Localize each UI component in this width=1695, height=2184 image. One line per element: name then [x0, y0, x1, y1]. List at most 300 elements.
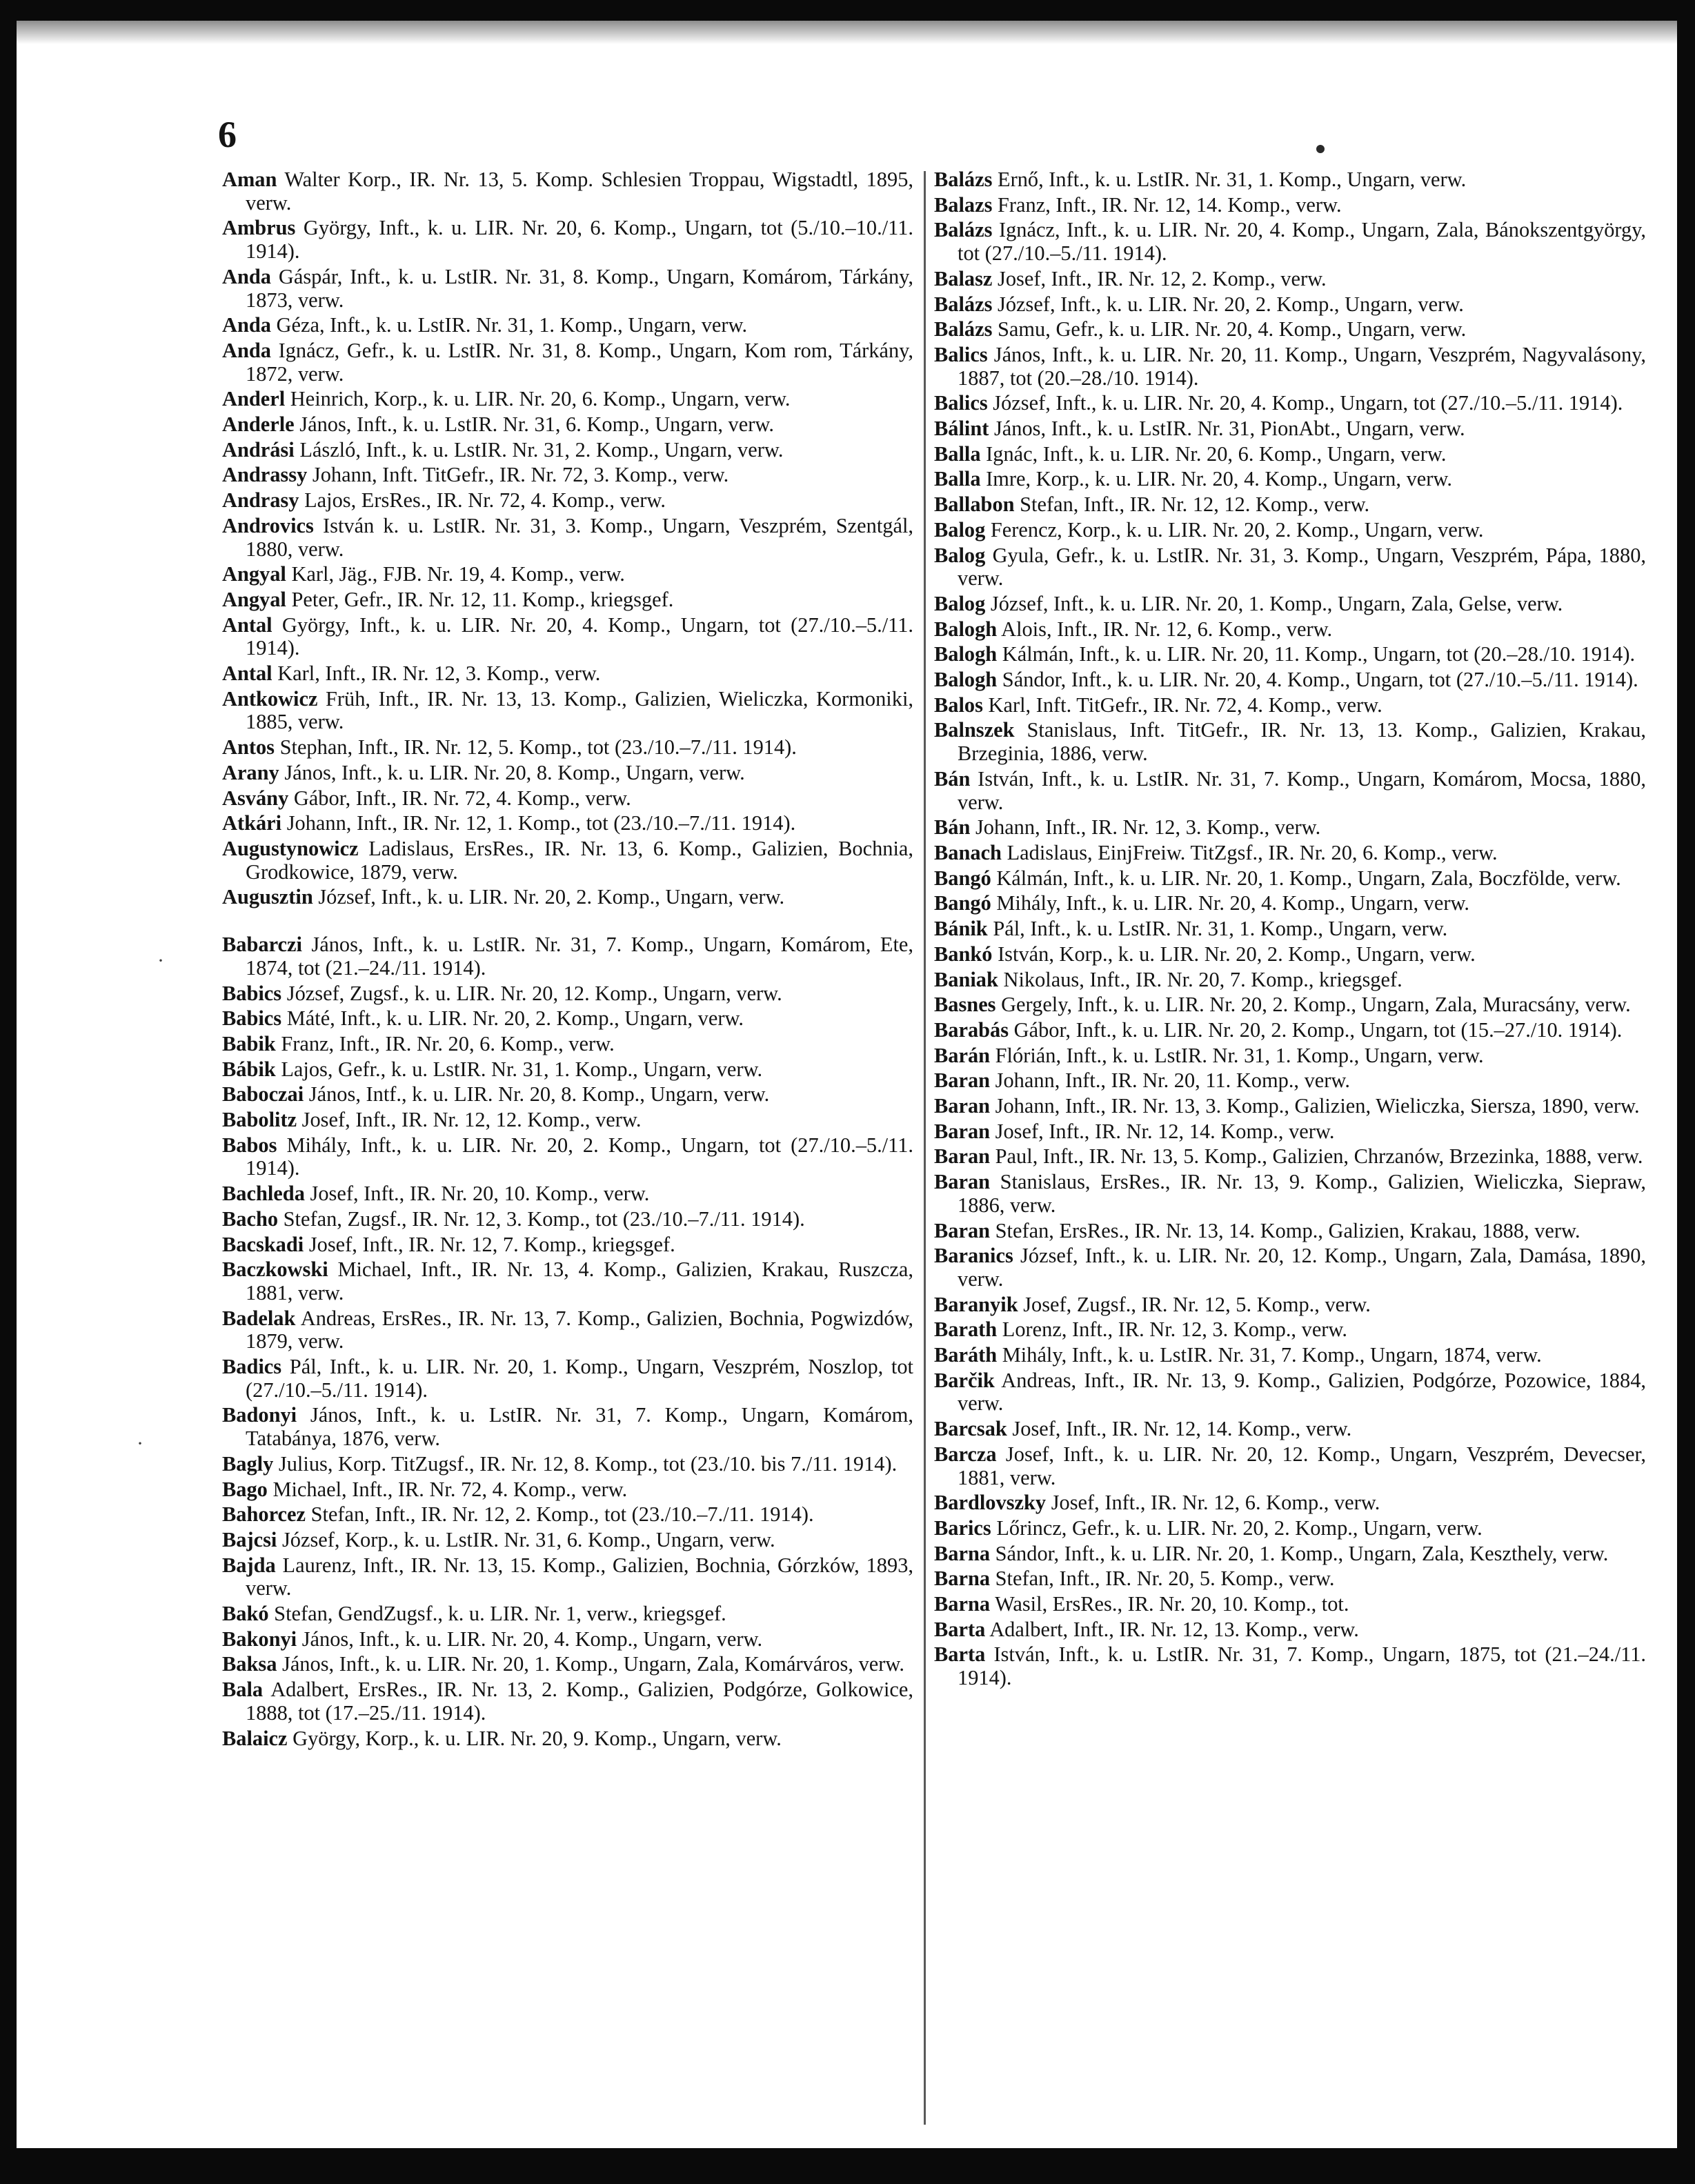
entry-surname: Balla [934, 467, 981, 491]
entry-surname: Andrassy [222, 463, 308, 487]
entry-surname: Anda [222, 313, 271, 337]
casualty-entry [222, 1503, 913, 1527]
casualty-entry [934, 344, 1646, 390]
letter-section-gap [222, 911, 913, 933]
entry-details: Stephan, Inft., IR. Nr. 12, 5. Komp., tot (23./10.–7./11. 1914). [275, 735, 797, 760]
entry-details: Johann, Inft., IR. Nr. 12, 3. Komp., verw. [970, 815, 1321, 840]
casualty-entry [934, 443, 1646, 466]
entry-surname: Anderl [222, 387, 286, 411]
entry-details: Michael, Inft., IR. Nr. 72, 4. Komp., verw. [267, 1477, 628, 1501]
casualty-entry [934, 1244, 1646, 1291]
casualty-entry [934, 519, 1646, 542]
casualty-entry [222, 439, 913, 462]
casualty-entry [934, 168, 1646, 192]
casualty-entry [222, 515, 913, 561]
entry-details: Josef, Inft., IR. Nr. 12, 12. Komp., verw. [297, 1108, 642, 1132]
entry-surname: Baczkowski [222, 1258, 328, 1282]
casualty-entry [222, 736, 913, 760]
entry-details: Imre, Korp., k. u. LIR. Nr. 20, 4. Komp., Ungarn, verw. [980, 467, 1452, 491]
casualty-entry [934, 194, 1646, 217]
entry-surname: Balog [934, 517, 986, 542]
casualty-entry [934, 417, 1646, 441]
entry-surname: Barán [934, 1043, 991, 1067]
casualty-entry [934, 1145, 1646, 1169]
entry-details: István, Inft., k. u. LstIR. Nr. 31, 7. Komp., Ungarn, 1875, tot (21.–24./11. 1914). [958, 1642, 1646, 1690]
casualty-entry [222, 1033, 913, 1056]
entry-details: Máté, Inft., k. u. LIR. Nr. 20, 2. Komp., Ungarn, verw. [281, 1006, 744, 1031]
casualty-entry [222, 266, 913, 312]
entry-details: Franz, Inft., IR. Nr. 20, 6. Komp., verw. [275, 1031, 615, 1055]
entry-details: Stefan, GendZugsf., k. u. LIR. Nr. 1, verw., kriegsgef. [268, 1602, 726, 1626]
casualty-entry [934, 593, 1646, 616]
casualty-entry [934, 468, 1646, 491]
casualty-entry [934, 268, 1646, 291]
entry-details: Julius, Korp. TitZugsf., IR. Nr. 12, 8. Komp., tot (23./10. bis 7./11. 1914). [273, 1451, 898, 1476]
page-number: 6 [218, 114, 237, 155]
casualty-entry [222, 1208, 913, 1231]
casualty-entry [222, 886, 913, 909]
entry-surname: Bago [222, 1477, 268, 1501]
entry-surname: Anda [222, 264, 271, 288]
entry-surname: Bardlovszky [934, 1491, 1047, 1515]
entry-details: János, Inft., k. u. LstIR. Nr. 31, 6. Komp., Ungarn, verw. [294, 413, 774, 437]
entry-surname: Antos [222, 735, 275, 760]
casualty-entry [222, 787, 913, 811]
entry-surname: Anderle [222, 413, 295, 437]
casualty-entry [934, 1293, 1646, 1317]
casualty-entry [934, 917, 1646, 941]
entry-surname: Ambrus [222, 216, 296, 240]
entry-surname: Barna [934, 1541, 991, 1565]
casualty-entry [934, 544, 1646, 590]
entry-surname: Balog [934, 591, 986, 615]
casualty-entry [222, 982, 913, 1006]
entry-details: Peter, Gefr., IR. Nr. 12, 11. Komp., kriegsgef. [286, 587, 674, 611]
entry-surname: Baranics [934, 1244, 1013, 1268]
entry-details: Mihály, Inft., k. u. LIR. Nr. 20, 2. Komp., Ungarn, tot (27./10.–5./11. 1914). [246, 1133, 913, 1180]
casualty-entry [222, 837, 913, 884]
entry-surname: Antkowicz [222, 686, 318, 711]
scan-border-right [1677, 0, 1695, 2184]
entry-surname: Balogh [934, 642, 998, 666]
casualty-entry [934, 842, 1646, 865]
entry-details: Samu, Gefr., k. u. LIR. Nr. 20, 4. Komp., Ungarn, verw. [992, 317, 1467, 341]
entry-details: Kálmán, Inft., k. u. LIR. Nr. 20, 1. Komp., Ungarn, Zala, Boczfölde, verw. [991, 866, 1621, 890]
left-column [222, 168, 913, 1752]
entry-surname: Balos [934, 693, 983, 717]
entry-details: Pál, Inft., k. u. LIR. Nr. 20, 1. Komp., Ungarn, Veszprém, Noszlop, tot (27./10.–5./11. 1914). [246, 1355, 913, 1402]
casualty-entry [934, 1593, 1646, 1616]
entry-details: János, Inft., k. u. LIR. Nr. 20, 4. Komp., Ungarn, verw. [297, 1627, 763, 1651]
entry-surname: Barath [934, 1318, 998, 1342]
casualty-entry [934, 943, 1646, 966]
casualty-entry [222, 1233, 913, 1257]
casualty-entry [222, 1628, 913, 1651]
entry-surname: Bábik [222, 1057, 276, 1081]
casualty-entry [934, 493, 1646, 517]
scan-border-bottom [0, 2148, 1695, 2184]
casualty-entry [934, 1318, 1646, 1342]
entry-surname: Aman [222, 168, 277, 191]
entry-details: Kálmán, Inft., k. u. LIR. Nr. 20, 11. Komp., Ungarn, tot (20.–28./10. 1914). [997, 642, 1636, 666]
entry-surname: Baniak [934, 967, 998, 991]
entry-details: Gyula, Gefr., k. u. LstIR. Nr. 31, 3. Komp., Ungarn, Veszprém, Pápa, 1880, verw. [958, 543, 1646, 590]
entry-surname: Balog [934, 543, 986, 567]
entry-surname: Barcza [934, 1442, 997, 1466]
entry-surname: Babolitz [222, 1108, 297, 1132]
casualty-entry [934, 1643, 1646, 1689]
entry-surname: Badelak [222, 1306, 296, 1330]
casualty-entry [934, 969, 1646, 992]
entry-surname: Androvics [222, 513, 314, 537]
entry-surname: Bán [934, 815, 971, 840]
entry-surname: Arany [222, 760, 279, 784]
entry-details: Alois, Inft., IR. Nr. 12, 6. Komp., verw. [997, 617, 1333, 641]
entry-details: Stanislaus, Inft. TitGefr., IR. Nr. 13, 13. Komp., Galizien, Krakau, Brzeginia, 1886, verw. [958, 718, 1646, 766]
entry-details: Karl, Jäg., FJB. Nr. 19, 4. Komp., verw. [286, 562, 625, 586]
entry-surname: Badics [222, 1355, 282, 1379]
entry-surname: Banach [934, 840, 1002, 864]
entry-details: János, Intf., k. u. LIR. Nr. 20, 8. Komp., Ungarn, verw. [304, 1082, 770, 1106]
casualty-entry [934, 1567, 1646, 1591]
entry-surname: Baksa [222, 1652, 277, 1676]
entry-surname: Bán [934, 766, 971, 791]
entry-details: Franz, Inft., IR. Nr. 12, 14. Komp., verw. [992, 192, 1342, 217]
entry-details: Michael, Inft., IR. Nr. 13, 4. Komp., Galizien, Krakau, Ruszcza, 1881, verw. [246, 1258, 913, 1304]
casualty-entry [222, 1529, 913, 1552]
entry-details: János, Inft., k. u. LstIR. Nr. 31, 7. Komp., Ungarn, Komárom, Ete, 1874, tot (21.–24./11. 1914). [246, 933, 913, 980]
entry-details: Karl, Inft. TitGefr., IR. Nr. 72, 4. Komp., verw. [982, 693, 1382, 717]
casualty-entry [222, 1058, 913, 1082]
entry-surname: Augustynowicz [222, 836, 359, 860]
entry-details: János, Inft., k. u. LIR. Nr. 20, 8. Komp., Ungarn, verw. [279, 760, 745, 784]
entry-details: Josef, Inft., k. u. LIR. Nr. 20, 12. Komp., Ungarn, Veszprém, Devecser, 1881, verw. [958, 1442, 1646, 1489]
entry-surname: Balics [934, 391, 988, 415]
entry-details: Gábor, Inft., IR. Nr. 72, 4. Komp., verw. [288, 786, 631, 810]
entry-surname: Barna [934, 1592, 991, 1616]
casualty-entry [222, 1678, 913, 1725]
casualty-entry [222, 688, 913, 734]
entry-surname: Asvány [222, 786, 289, 810]
entry-details: Sándor, Inft., k. u. LIR. Nr. 20, 4. Komp., Ungarn, tot (27./10.–5./11. 1914). [997, 668, 1638, 692]
casualty-entry [934, 618, 1646, 642]
casualty-entry [934, 1443, 1646, 1489]
entry-details: István, Korp., k. u. LIR. Nr. 20, 2. Komp., Ungarn, verw. [992, 942, 1476, 966]
entry-surname: Bachleda [222, 1182, 305, 1206]
entry-surname: Baran [934, 1094, 991, 1118]
entry-surname: Bacho [222, 1207, 279, 1231]
entry-surname: Barna [934, 1567, 991, 1591]
entry-details: Ernő, Inft., k. u. LstIR. Nr. 31, 1. Komp., Ungarn, verw. [992, 168, 1467, 191]
casualty-entry [934, 1069, 1646, 1093]
casualty-entry [222, 1453, 913, 1476]
entry-surname: Bankó [934, 942, 993, 966]
casualty-entry [934, 1120, 1646, 1144]
entry-surname: Balázs [934, 168, 993, 191]
entry-surname: Andrasy [222, 488, 299, 513]
entry-surname: Balogh [934, 668, 998, 692]
entry-surname: Balasz [934, 266, 993, 290]
casualty-entry [934, 1344, 1646, 1367]
entry-details: Früh, Inft., IR. Nr. 13, 13. Komp., Galizien, Wieliczka, Kormoniki, 1885, verw. [246, 686, 913, 734]
entry-details: Josef, Zugsf., IR. Nr. 12, 5. Komp., verw. [1018, 1292, 1371, 1316]
casualty-entry [934, 1095, 1646, 1118]
entry-surname: Antal [222, 613, 272, 637]
casualty-entry [222, 588, 913, 612]
entry-details: Johann, Inft., IR. Nr. 20, 11. Komp., verw. [990, 1069, 1350, 1093]
entry-details: József, Inft., k. u. LIR. Nr. 20, 4. Komp., Ungarn, tot (27./10.–5./11. 1914). [987, 391, 1623, 415]
entry-surname: Barčik [934, 1368, 995, 1392]
entry-details: Gáspár, Inft., k. u. LstIR. Nr. 31, 8. Komp., Ungarn, Komárom, Tárkány, 1873, verw. [246, 264, 913, 312]
casualty-entry [934, 293, 1646, 317]
casualty-entry [934, 1220, 1646, 1243]
entry-surname: Bakó [222, 1602, 269, 1626]
casualty-entry [934, 768, 1646, 814]
entry-details: János, Inft., k. u. LstIR. Nr. 31, PionAbt., Ungarn, verw. [989, 417, 1465, 441]
entry-details: Nikolaus, Inft., IR. Nr. 20, 7. Komp., kriegsgef. [998, 967, 1402, 991]
entry-details: Adalbert, ErsRes., IR. Nr. 13, 2. Komp., Galizien, Podgórze, Golkowice, 1888, tot (17.–25./11. 1914). [246, 1678, 913, 1725]
casualty-entry [222, 1404, 913, 1450]
casualty-entry [222, 314, 913, 337]
entry-details: Mihály, Inft., k. u. LstIR. Nr. 31, 7. Komp., Ungarn, 1874, verw. [997, 1343, 1542, 1367]
entry-surname: Baráth [934, 1343, 998, 1367]
casualty-entry [222, 1182, 913, 1206]
entry-surname: Babarczi [222, 933, 302, 957]
entry-details: József, Inft., k. u. LIR. Nr. 20, 2. Komp., Ungarn, verw. [313, 885, 785, 909]
entry-details: Josef, Inft., IR. Nr. 12, 2. Komp., verw. [992, 266, 1327, 290]
entry-details: Lorenz, Inft., IR. Nr. 12, 3. Komp., verw. [997, 1318, 1347, 1342]
casualty-entry [934, 1369, 1646, 1416]
right-column [934, 168, 1646, 1692]
casualty-entry [222, 933, 913, 980]
entry-surname: Bala [222, 1678, 264, 1702]
casualty-entry [934, 1491, 1646, 1515]
entry-surname: Baboczai [222, 1082, 304, 1106]
casualty-entry [222, 1307, 913, 1353]
casualty-entry [222, 464, 913, 487]
entry-details: Johann, Inft. TitGefr., IR. Nr. 72, 3. Komp., verw. [307, 463, 729, 487]
margin-speck: · [137, 1432, 143, 1455]
entry-details: Lőrincz, Gefr., k. u. LIR. Nr. 20, 2. Komp., Ungarn, verw. [991, 1516, 1483, 1540]
entry-details: Lajos, ErsRes., IR. Nr. 72, 4. Komp., verw. [299, 488, 666, 513]
casualty-entry [934, 643, 1646, 666]
entry-details: Walter Korp., IR. Nr. 13, 5. Komp. Schlesien Troppau, Wigstadtl, 1895, verw. [246, 168, 913, 215]
entry-details: János, Inft., k. u. LstIR. Nr. 31, 7. Komp., Ungarn, Komárom, Tatabánya, 1876, verw. [246, 1403, 913, 1451]
entry-details: István, Inft., k. u. LstIR. Nr. 31, 7. Komp., Ungarn, Komárom, Mocsa, 1880, verw. [958, 766, 1646, 814]
entry-surname: Balaicz [222, 1726, 288, 1750]
entry-details: Stefan, Inft., IR. Nr. 12, 12. Komp., verw. [1014, 493, 1370, 517]
casualty-entry [222, 388, 913, 411]
entry-details: György, Inft., k. u. LIR. Nr. 20, 4. Komp., Ungarn, tot (27./10.–5./11. 1914). [246, 613, 913, 660]
casualty-entry [222, 762, 913, 785]
entry-surname: Balnszek [934, 718, 1015, 742]
scan-border-top [0, 0, 1695, 21]
entry-details: József, Zugsf., k. u. LIR. Nr. 20, 12. Komp., Ungarn, verw. [281, 981, 782, 1005]
entry-surname: Barics [934, 1516, 991, 1540]
entry-details: Stefan, ErsRes., IR. Nr. 13, 14. Komp., Galizien, Krakau, 1888, verw. [990, 1218, 1580, 1242]
casualty-entry [934, 1171, 1646, 1217]
entry-details: Wasil, ErsRes., IR. Nr. 20, 10. Komp., tot. [990, 1592, 1349, 1616]
casualty-entry [222, 1109, 913, 1132]
entry-details: Andreas, Inft., IR. Nr. 13, 9. Komp., Galizien, Podgórze, Pozowice, 1884, verw. [958, 1368, 1646, 1416]
entry-details: Josef, Inft., IR. Nr. 12, 7. Komp., kriegsgef. [304, 1232, 675, 1256]
entry-surname: Bacskadi [222, 1232, 304, 1256]
entry-details: Stefan, Inft., IR. Nr. 20, 5. Komp., verw. [990, 1567, 1335, 1591]
entry-surname: Badonyi [222, 1403, 297, 1427]
entry-details: Josef, Inft., IR. Nr. 20, 10. Komp., verw. [304, 1182, 650, 1206]
entry-surname: Balázs [934, 218, 993, 242]
entry-surname: Balogh [934, 617, 998, 641]
entry-surname: Ballabon [934, 493, 1015, 517]
entry-details: Géza, Inft., k. u. LstIR. Nr. 31, 1. Komp., Ungarn, verw. [270, 313, 748, 337]
casualty-entry [222, 413, 913, 437]
entry-surname: Baran [934, 1144, 991, 1169]
casualty-entry [934, 1542, 1646, 1566]
casualty-entry [222, 1083, 913, 1106]
casualty-entry [222, 168, 913, 215]
entry-details: József, Inft., k. u. LIR. Nr. 20, 1. Komp., Ungarn, Zala, Gelse, verw. [985, 591, 1563, 615]
entry-details: Josef, Inft., IR. Nr. 12, 6. Komp., verw. [1046, 1491, 1380, 1515]
entry-surname: Barcsak [934, 1417, 1007, 1441]
entry-details: József, Inft., k. u. LIR. Nr. 20, 12. Komp., Ungarn, Zala, Damása, 1890, verw. [958, 1244, 1646, 1291]
entry-details: Stefan, Zugsf., IR. Nr. 12, 3. Komp., tot (23./10.–7./11. 1914). [278, 1207, 805, 1231]
entry-details: Johann, Inft., IR. Nr. 13, 3. Komp., Galizien, Wieliczka, Siersza, 1890, verw. [990, 1094, 1640, 1118]
casualty-entry [934, 719, 1646, 765]
casualty-entry [222, 1134, 913, 1180]
casualty-entry [222, 1478, 913, 1502]
casualty-entry [934, 1618, 1646, 1642]
entry-details: Josef, Inft., IR. Nr. 12, 14. Komp., verw. [1007, 1417, 1352, 1441]
entry-surname: Basnes [934, 993, 996, 1017]
entry-surname: Babik [222, 1031, 276, 1055]
entry-surname: Baran [934, 1069, 991, 1093]
casualty-entry [222, 1602, 913, 1626]
casualty-entry [934, 219, 1646, 265]
entry-details: Pál, Inft., k. u. LstIR. Nr. 31, 1. Komp., Ungarn, verw. [987, 917, 1448, 941]
entry-surname: Barabás [934, 1017, 1009, 1042]
entry-surname: Baranyik [934, 1292, 1018, 1316]
entry-surname: Bánik [934, 917, 988, 941]
casualty-entry [222, 662, 913, 686]
casualty-entry [222, 217, 913, 263]
entry-surname: Bagly [222, 1451, 274, 1476]
entry-details: Andreas, ErsRes., IR. Nr. 13, 7. Komp., Galizien, Bochnia, Pogwizdów, 1879, verw. [246, 1306, 913, 1353]
entry-details: Karl, Inft., IR. Nr. 12, 3. Komp., verw. [272, 662, 601, 686]
entry-details: István k. u. LstIR. Nr. 31, 3. Komp., Ungarn, Veszprém, Szentgál, 1880, verw. [246, 513, 913, 561]
entry-details: Lajos, Gefr., k. u. LstIR. Nr. 31, 1. Komp., Ungarn, verw. [275, 1057, 763, 1081]
casualty-entry [934, 318, 1646, 341]
entry-details: Ladislaus, EinjFreiw. TitZgsf., IR. Nr. 20, 6. Komp., verw. [1001, 840, 1498, 864]
entry-surname: Bangó [934, 891, 991, 915]
entry-surname: Bajcsi [222, 1527, 277, 1551]
casualty-entry [934, 892, 1646, 915]
casualty-entry [222, 563, 913, 586]
casualty-entry [934, 694, 1646, 717]
column-divider [924, 171, 926, 2125]
casualty-entry [934, 1517, 1646, 1540]
entry-surname: Balázs [934, 317, 993, 341]
entry-surname: Baran [934, 1170, 991, 1194]
entry-surname: Angyal [222, 587, 286, 611]
entry-details: Ladislaus, ErsRes., IR. Nr. 13, 6. Komp., Galizien, Bochnia, Grodkowice, 1879, verw. [246, 836, 913, 884]
entry-details: Sándor, Inft., k. u. LIR. Nr. 20, 1. Komp., Ungarn, Zala, Keszthely, verw. [990, 1541, 1609, 1565]
casualty-entry [222, 339, 913, 386]
casualty-entry [222, 1007, 913, 1031]
entry-surname: Babos [222, 1133, 277, 1157]
entry-surname: Bangó [934, 866, 991, 890]
entry-details: Heinrich, Korp., k. u. LIR. Nr. 20, 6. Komp., Ungarn, verw. [285, 387, 791, 411]
entry-surname: Antal [222, 662, 272, 686]
entry-details: Stefan, Inft., IR. Nr. 12, 2. Komp., tot (23./10.–7./11. 1914). [305, 1502, 814, 1527]
speck-mark [1316, 145, 1325, 153]
casualty-entry [934, 1418, 1646, 1441]
entry-surname: Augusztin [222, 885, 313, 909]
casualty-entry [934, 1019, 1646, 1042]
entry-surname: Barta [934, 1642, 986, 1667]
entry-details: Johann, Inft., IR. Nr. 12, 1. Komp., tot (23./10.–7./11. 1914). [281, 811, 796, 835]
entry-surname: Atkári [222, 811, 282, 835]
entry-surname: Balazs [934, 192, 993, 217]
casualty-entry [222, 1554, 913, 1600]
casualty-entry [934, 1044, 1646, 1068]
casualty-entry [222, 1727, 913, 1751]
entry-details: Ignác, Inft., k. u. LIR. Nr. 20, 6. Komp., Ungarn, verw. [980, 441, 1447, 466]
entry-details: Ignácz, Gefr., k. u. LstIR. Nr. 31, 8. Komp., Ungarn, Kom rom, Tárkány, 1872, verw. [246, 338, 913, 386]
casualty-entry [934, 993, 1646, 1017]
entry-surname: Bahorcez [222, 1502, 306, 1527]
entry-details: Stanislaus, ErsRes., IR. Nr. 13, 9. Komp., Galizien, Wieliczka, Siepraw, 1886, verw. [958, 1170, 1646, 1217]
entry-details: János, Inft., k. u. LIR. Nr. 20, 11. Komp., Ungarn, Veszprém, Nagyvalásony, 1887, tot (20.–28./10. 1914). [958, 342, 1646, 390]
entry-details: József, Inft., k. u. LIR. Nr. 20, 2. Komp., Ungarn, verw. [992, 292, 1464, 316]
casualty-entry [222, 1258, 913, 1304]
entry-details: Gergely, Inft., k. u. LIR. Nr. 20, 2. Komp., Ungarn, Zala, Muracsány, verw. [995, 993, 1631, 1017]
casualty-entry [222, 1356, 913, 1402]
entry-surname: Baran [934, 1218, 991, 1242]
entry-surname: Barta [934, 1617, 986, 1641]
entry-surname: Angyal [222, 562, 286, 586]
entry-surname: Babics [222, 981, 282, 1005]
casualty-entry [222, 614, 913, 660]
casualty-entry [934, 867, 1646, 891]
casualty-entry [222, 812, 913, 835]
entry-details: Mihály, Inft., k. u. LIR. Nr. 20, 4. Komp., Ungarn, verw. [991, 891, 1470, 915]
entry-details: Josef, Inft., IR. Nr. 12, 14. Komp., verw. [990, 1119, 1335, 1143]
entry-details: György, Inft., k. u. LIR. Nr. 20, 6. Komp., Ungarn, tot (5./10.–10./11. 1914). [246, 216, 913, 264]
margin-speck: · [157, 949, 164, 972]
entry-details: Ferencz, Korp., k. u. LIR. Nr. 20, 2. Komp., Ungarn, verw. [985, 517, 1484, 542]
entry-details: Paul, Inft., IR. Nr. 13, 5. Komp., Galizien, Chrzanów, Brzezinka, 1888, verw. [990, 1144, 1643, 1169]
entry-details: György, Korp., k. u. LIR. Nr. 20, 9. Komp., Ungarn, verw. [287, 1726, 782, 1750]
entry-details: József, Korp., k. u. LstIR. Nr. 31, 6. Komp., Ungarn, verw. [277, 1527, 775, 1551]
entry-surname: Baran [934, 1119, 991, 1143]
entry-surname: Babics [222, 1006, 282, 1031]
entry-surname: Balázs [934, 292, 993, 316]
entry-surname: Andrási [222, 437, 295, 461]
entry-surname: Bálint [934, 417, 989, 441]
scan-shadow-band [17, 21, 1677, 44]
entry-details: László, Inft., k. u. LstIR. Nr. 31, 2. Komp., Ungarn, verw. [294, 437, 784, 461]
entry-details: Gábor, Inft., k. u. LIR. Nr. 20, 2. Komp., Ungarn, tot (15.–27./10. 1914). [1009, 1017, 1623, 1042]
casualty-entry [934, 816, 1646, 840]
entry-surname: Balics [934, 342, 988, 366]
casualty-entry [222, 489, 913, 513]
entry-details: Flórián, Inft., k. u. LstIR. Nr. 31, 1. Komp., Ungarn, verw. [990, 1043, 1484, 1067]
entry-surname: Bakonyi [222, 1627, 297, 1651]
casualty-entry [934, 392, 1646, 415]
entry-details: Adalbert, Inft., IR. Nr. 12, 13. Komp., verw. [985, 1617, 1359, 1641]
entry-surname: Bajda [222, 1553, 276, 1577]
entry-surname: Balla [934, 441, 981, 466]
